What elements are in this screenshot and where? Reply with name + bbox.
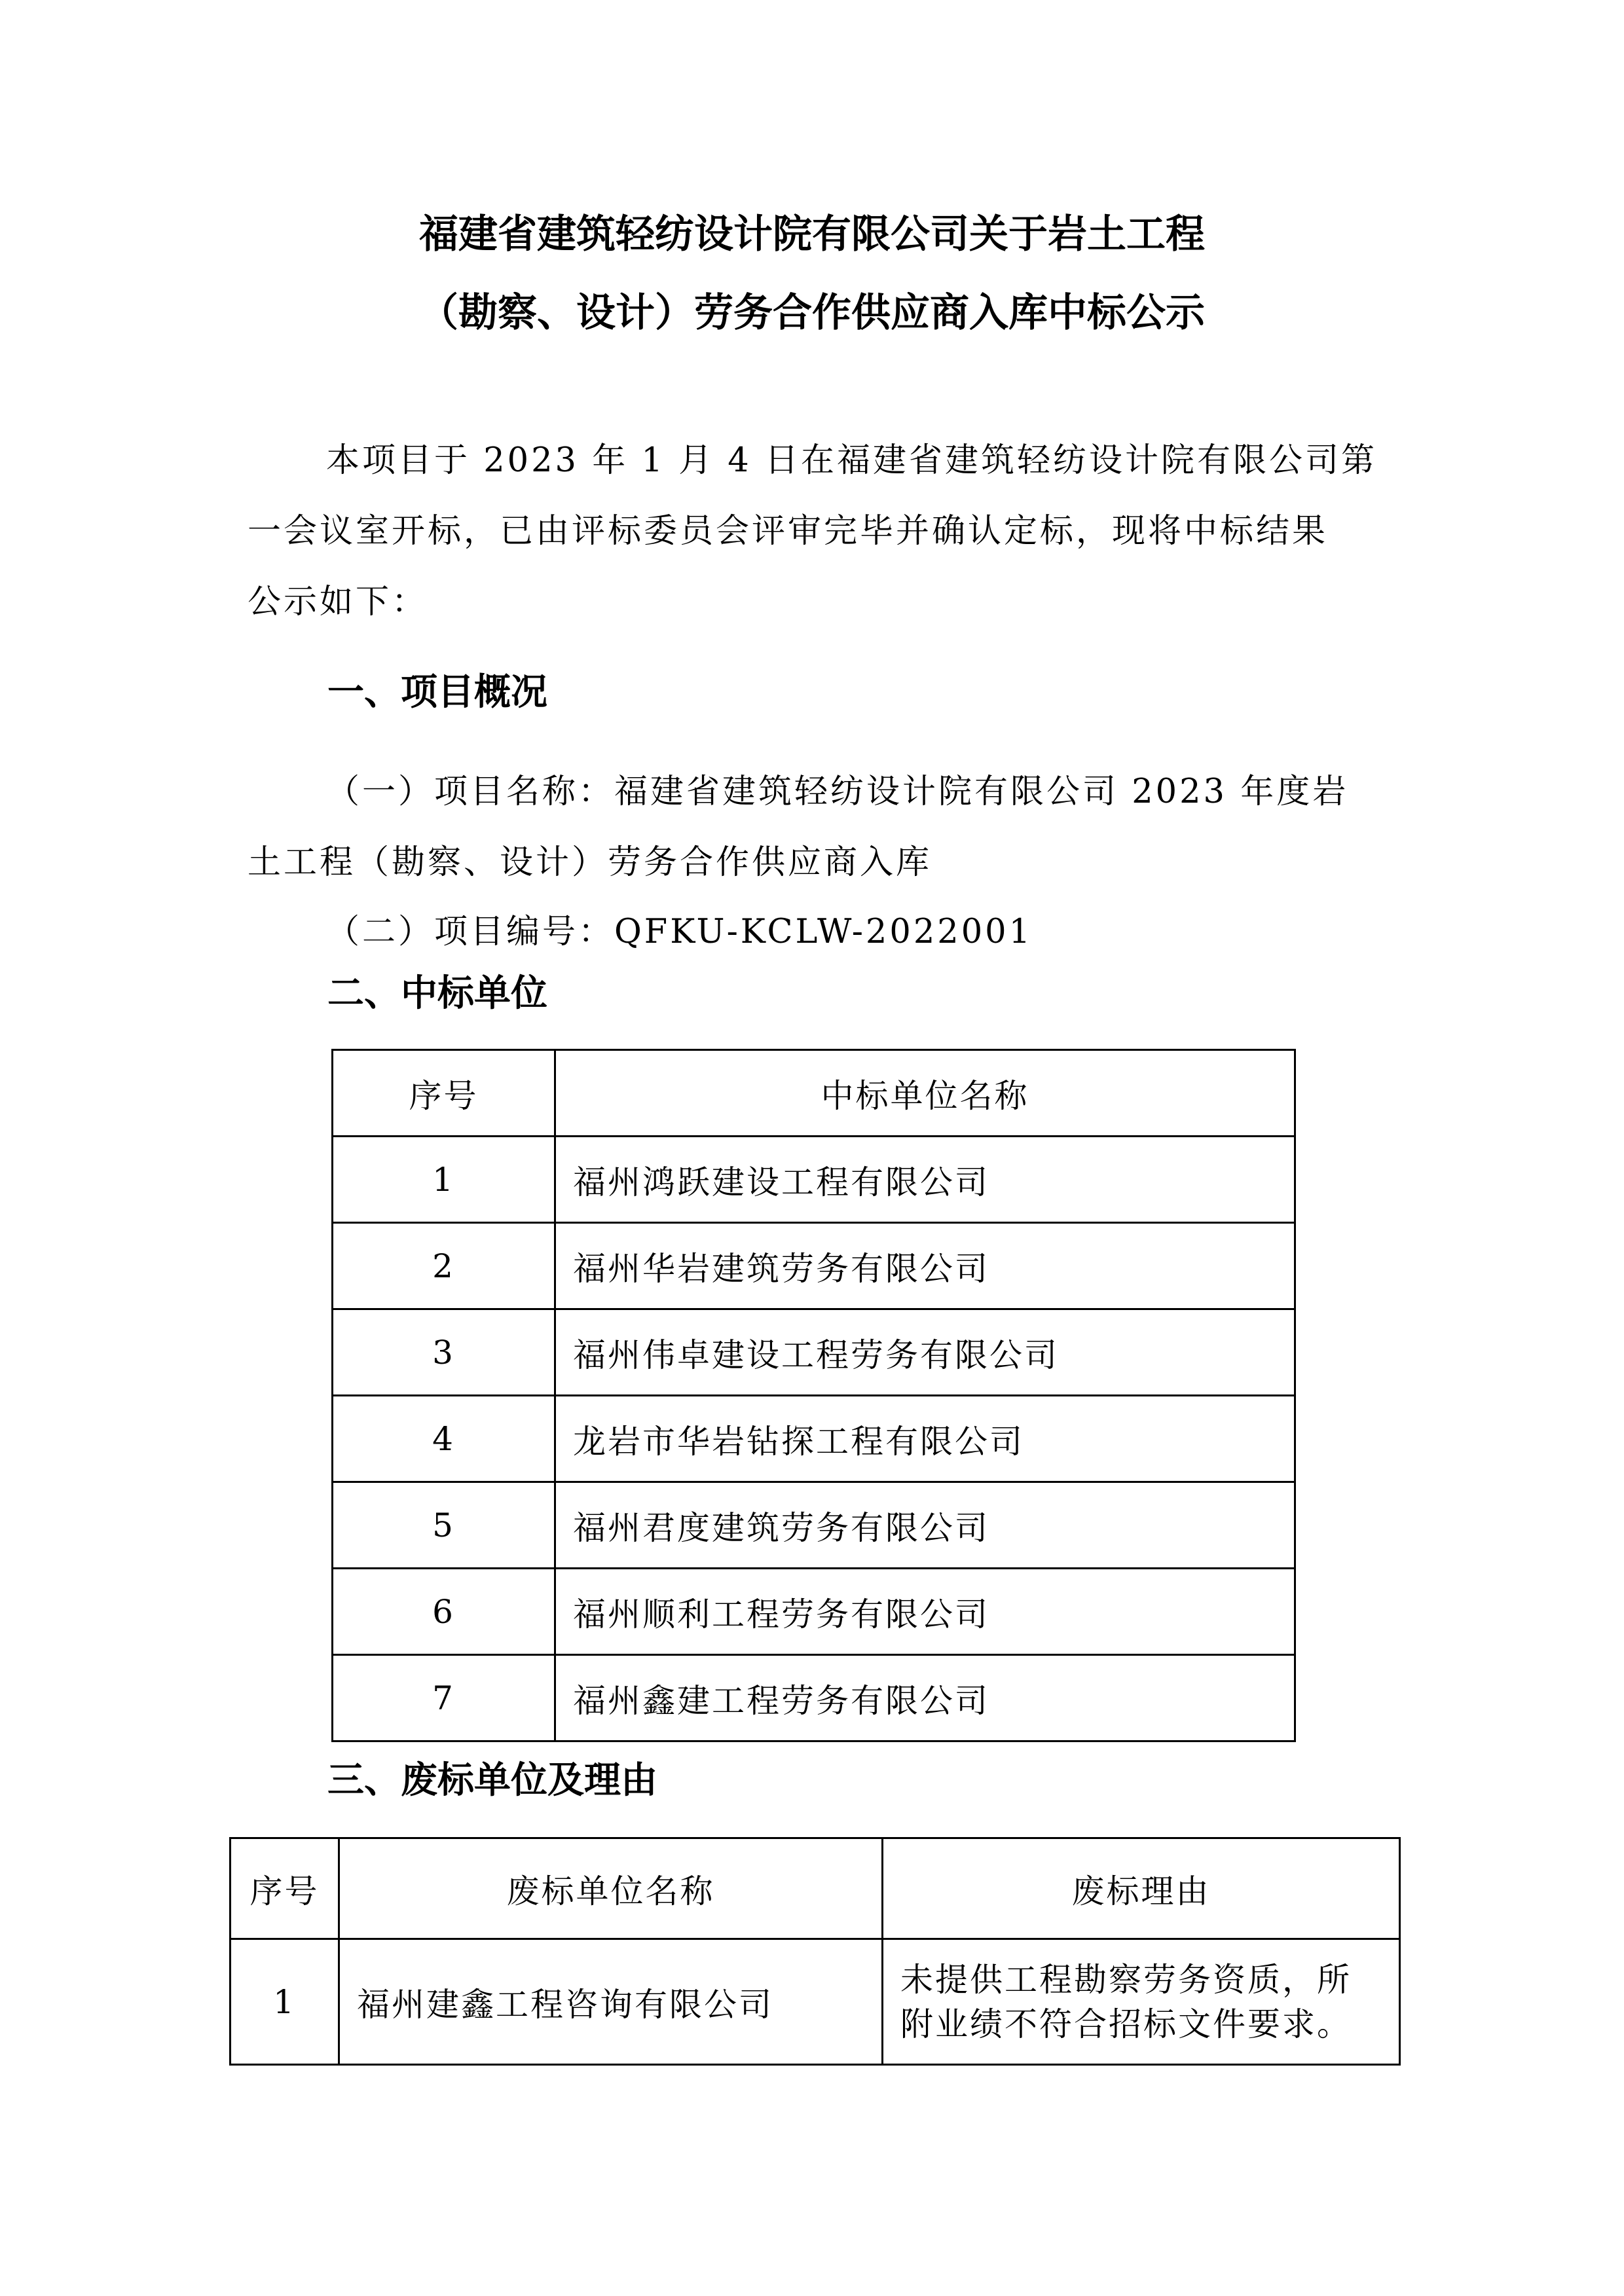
company-name: 福州鸿跃建设工程有限公司 [555, 1137, 1295, 1223]
table-row [333, 1396, 1295, 1482]
table-row [333, 1223, 1295, 1309]
table-row [333, 1655, 1295, 1741]
intro-line: 本项目于 2023 年 1 月 4 日在福建省建筑轻纺设计院有限公司第 [326, 441, 1377, 480]
section-heading-winners: 二、中标单位 [327, 972, 547, 1015]
company-name: 福州鑫建工程劳务有限公司 [555, 1655, 1295, 1741]
row-number: 1 [333, 1137, 555, 1223]
row-number: 3 [333, 1309, 555, 1396]
row-number: 2 [333, 1223, 555, 1309]
company-name: 福州君度建筑劳务有限公司 [555, 1482, 1295, 1569]
table-header-row [231, 1838, 1400, 1939]
rejection-reason-line: 附业绩不符合招标文件要求。 [900, 2005, 1352, 2043]
table-header-row [333, 1050, 1295, 1137]
company-name: 龙岩市华岩钻探工程有限公司 [555, 1396, 1295, 1482]
row-number: 1 [231, 1939, 339, 2065]
section-heading-overview: 一、项目概况 [327, 671, 547, 714]
column-header-name: 废标单位名称 [339, 1838, 883, 1939]
company-name: 福州华岩建筑劳务有限公司 [555, 1223, 1295, 1309]
row-number: 5 [333, 1482, 555, 1569]
intro-paragraph [248, 426, 1387, 638]
project-name-line: 土工程（勘察、设计）劳务合作供应商入库 [248, 843, 932, 882]
project-name-line: （一）项目名称：福建省建筑轻纺设计院有限公司 2023 年度岩 [326, 773, 1349, 811]
project-number [248, 897, 1387, 968]
intro-line: 公示如下： [248, 583, 428, 621]
winners-table [331, 1049, 1296, 1742]
project-info [248, 757, 1387, 898]
column-header-no: 序号 [333, 1050, 555, 1137]
row-number: 6 [333, 1569, 555, 1655]
section-heading-rejected: 三、废标单位及理由 [327, 1759, 657, 1802]
column-header-reason: 废标理由 [883, 1838, 1400, 1939]
company-name: 福州顺利工程劳务有限公司 [555, 1569, 1295, 1655]
project-number-line: （二）项目编号：QFKU-KCLW-2022001 [326, 913, 1033, 951]
document-title-line-1: 福建省建筑轻纺设计院有限公司关于岩土工程 [419, 211, 1205, 257]
document-title-line-2: （勘察、设计）劳务合作供应商入库中标公示 [419, 290, 1205, 336]
company-name: 福州伟卓建设工程劳务有限公司 [555, 1309, 1295, 1396]
column-header-no: 序号 [231, 1838, 339, 1939]
table-row [333, 1137, 1295, 1223]
row-number: 7 [333, 1655, 555, 1741]
company-name: 福州建鑫工程咨询有限公司 [339, 1939, 883, 2065]
table-row [333, 1309, 1295, 1396]
table-row [231, 1939, 1400, 2065]
rejection-reason-line: 未提供工程勘察劳务资质，所 [900, 1960, 1352, 1999]
table-row [333, 1569, 1295, 1655]
rejection-reason [883, 1939, 1400, 2065]
rejected-table [229, 1837, 1401, 2066]
column-header-name: 中标单位名称 [555, 1050, 1295, 1137]
row-number: 4 [333, 1396, 555, 1482]
intro-line: 一会议室开标，已由评标委员会评审完毕并确认定标，现将中标结果 [248, 512, 1329, 551]
table-row [333, 1482, 1295, 1569]
